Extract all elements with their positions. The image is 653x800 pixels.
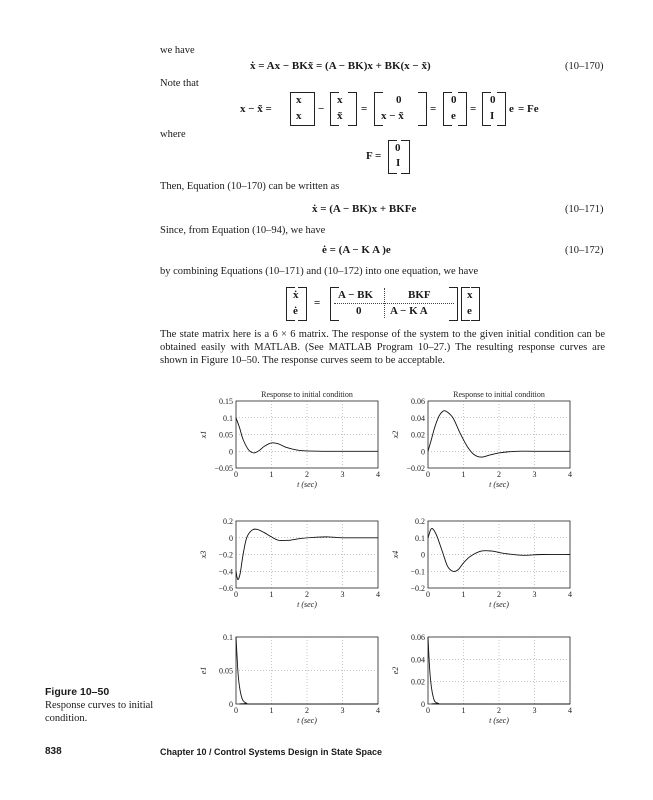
block-m11: A − BK [338,289,373,301]
chart-panel-2 [391,390,572,489]
y-tick-label: 0 [421,447,425,457]
then-text: Then, Equation (10–170) can be written as [160,181,340,192]
x-tick-label: 2 [305,470,309,479]
y-tick-label: 0.1 [415,533,425,543]
x-tick-label: 0 [426,706,430,715]
chart-panel-1 [199,390,380,489]
vec1-top: x [296,94,302,106]
x-tick-label: 3 [532,706,537,715]
y-tick-label: 0.04 [411,413,425,423]
chart-title: Response to initial condition [453,390,545,399]
y-axis-label: x4 [391,550,400,559]
vec2-top: x [337,94,343,106]
vec5-bottom: I [490,110,495,122]
x-tick-label: 1 [461,470,466,479]
x-axis-label: t (sec) [297,480,317,489]
x-tick-label: 2 [497,590,501,599]
series-line [236,418,378,453]
x-tick-label: 0 [426,590,430,599]
x-axis-label: t (sec) [489,600,509,609]
lhs-top: ẋ [293,289,299,301]
y-axis-label: x3 [199,550,208,559]
x-tick-label: 2 [305,706,309,715]
y-axis-label: e2 [391,666,400,675]
x-tick-label: 3 [340,590,345,599]
rhs-bottom: e [467,305,472,317]
matrix-eq-rest: = Fe [518,103,539,115]
y-axis-label: e1 [199,666,208,675]
x-tick-label: 4 [376,590,380,599]
chart-panel-4 [391,517,572,609]
x-axis-label: t (sec) [489,716,509,725]
y-tick-label: 0.15 [219,397,233,406]
equation-10-170: ẋ = Ax − BKx̃ = (A − BK)x + BK(x − x̃) [250,60,431,72]
y-tick-label: 0.02 [411,677,425,687]
lhs-bottom: ė [293,305,298,317]
equation-10-172: ė = (A − K A )e [322,244,391,256]
x-axis-label: t (sec) [297,600,317,609]
equation-10-171: ẋ = (A − BK)x + BKFe [312,203,417,215]
since-text: Since, from Equation (10–94), we have [160,225,326,236]
vec1-bottom: x [296,110,302,122]
y-tick-label: −0.05 [214,464,233,473]
figure-caption-text: Response curves to initial condition. [45,700,154,724]
x-tick-label: 1 [461,590,466,599]
vec4-bottom: e [451,110,456,122]
rhs-top: x [467,289,473,301]
equation-10-172-label: (10–172) [565,245,604,256]
y-tick-label: 0.06 [411,397,425,406]
y-tick-label: −0.4 [218,567,233,577]
state-matrix-paragraph: The state matrix here is a 6 × 6 matrix. The response of the system to the given initial condition can be obtained easily with MATLAB. (See MATLAB Program 10–27.) The resulting response curves are shown in Figure 10–50. The response curves seem to be acceptable. [160,329,605,366]
y-tick-label: 0.1 [223,413,233,423]
chart-panel-3 [199,517,380,609]
block-m22: A − K A [390,305,428,317]
y-tick-label: 0.2 [415,517,425,526]
y-tick-label: 0 [229,447,233,457]
x-tick-label: 4 [568,470,572,479]
equation-10-170-label: (10–170) [565,61,604,72]
f-bottom: I [396,157,401,169]
x-tick-label: 2 [497,470,501,479]
x-tick-label: 2 [497,706,501,715]
page-number: 838 [45,746,62,757]
y-tick-label: −0.2 [218,550,233,560]
chart-panel-5 [199,633,380,725]
chapter-title: Chapter 10 / Control Systems Design in State Space [160,747,383,757]
x-tick-label: 4 [376,470,380,479]
y-tick-label: 0.05 [219,666,233,676]
we-have-text: we have [160,45,195,56]
vec3-bottom: x − x̃ [381,110,404,122]
x-tick-label: 0 [426,470,430,479]
x-tick-label: 1 [269,470,274,479]
y-tick-label: 0.2 [223,517,233,526]
series-line [428,528,570,571]
where-text: where [160,129,186,140]
vec3-top: 0 [396,94,402,106]
vec5-after: e [509,103,514,115]
y-tick-label: −0.1 [410,567,425,577]
equation-10-171-label: (10–171) [565,204,604,215]
y-axis-label: x1 [199,430,208,439]
x-tick-label: 3 [340,470,345,479]
chart-title: Response to initial condition [261,390,353,399]
x-tick-label: 0 [234,470,238,479]
x-tick-label: 3 [532,590,537,599]
x-tick-label: 1 [461,706,466,715]
y-tick-label: 0 [229,700,233,709]
block-m12: BKF [408,289,431,301]
block-m21: 0 [356,305,362,317]
combine-text: by combining Equations (10–171) and (10–172) into one equation, we have [160,266,479,277]
vec2-bottom: x̃ [337,110,343,122]
vec5-top: 0 [490,94,496,106]
y-tick-label: −0.6 [218,584,233,593]
f-top: 0 [395,142,401,154]
x-axis-label: t (sec) [297,716,317,725]
note-that-text: Note that [160,78,199,89]
y-tick-label: 0 [229,533,233,543]
y-tick-label: 0.02 [411,430,425,440]
y-tick-label: 0.04 [411,655,425,665]
f-lhs: F = [366,150,382,162]
x-tick-label: 4 [376,706,380,715]
y-tick-label: 0 [421,550,425,560]
y-tick-label: −0.2 [410,584,425,593]
y-tick-label: −0.02 [406,464,425,473]
x-tick-label: 0 [234,706,238,715]
x-tick-label: 0 [234,590,238,599]
vec4-top: 0 [451,94,457,106]
y-tick-label: 0.06 [411,633,425,642]
x-axis-label: t (sec) [489,480,509,489]
y-axis-label: x2 [391,430,400,439]
x-tick-label: 2 [305,590,309,599]
x-tick-label: 3 [532,470,537,479]
y-tick-label: 0 [421,700,425,709]
x-tick-label: 3 [340,706,345,715]
x-tick-label: 1 [269,590,274,599]
matrix-eq-lhs: x − x̃ = [240,103,272,115]
x-tick-label: 4 [568,590,572,599]
figure-number: Figure 10–50 [45,686,110,698]
figure-caption [45,686,155,725]
y-tick-label: 0.05 [219,430,233,440]
x-tick-label: 1 [269,706,274,715]
chart-panel-6 [391,633,572,725]
y-tick-label: 0.1 [223,633,233,642]
x-tick-label: 4 [568,706,572,715]
